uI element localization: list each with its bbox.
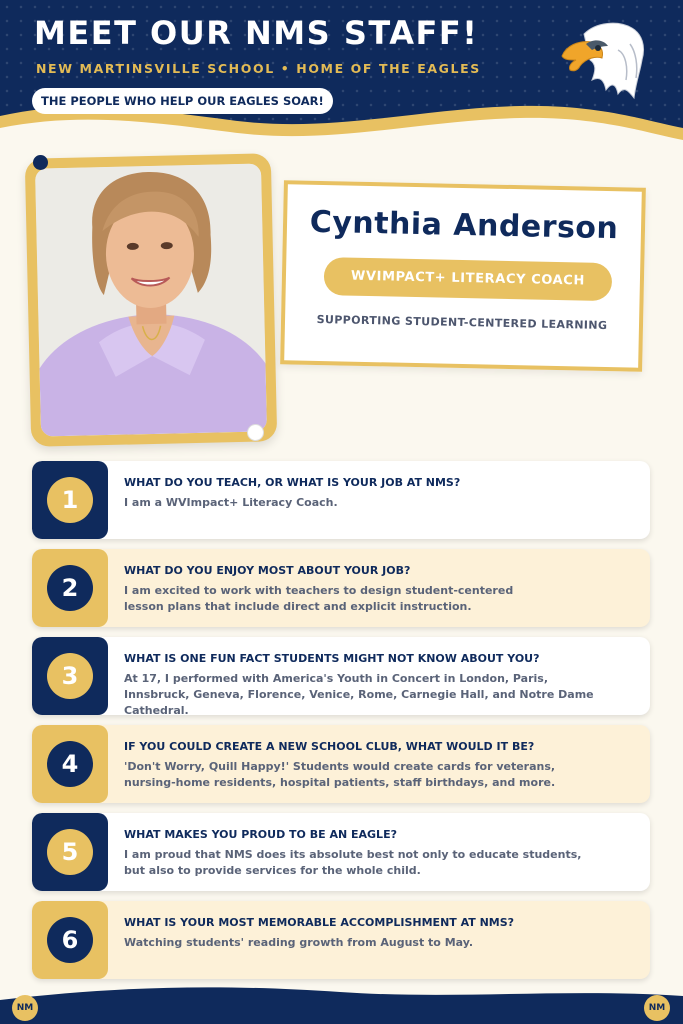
- page-title: MEET OUR NMS STAFF!: [34, 14, 479, 52]
- qa-number: 1: [47, 477, 93, 523]
- qa-answer: 'Don't Worry, Quill Happy!' Students would create cards for veterans, nursing-home residents, hospital patients, staff birthdays, and more.: [124, 760, 556, 789]
- staff-name: Cynthia Anderson: [309, 204, 619, 247]
- profile-photo: [35, 163, 267, 436]
- decorative-dot: [247, 424, 264, 441]
- qa-number: 3: [47, 653, 93, 699]
- qa-item: [32, 725, 650, 803]
- qa-answer: I am proud that NMS does its absolute best not only to educate students, but also to provide services for the whole child.: [124, 848, 582, 877]
- qa-question: WHAT MAKES YOU PROUD TO BE AN EAGLE?: [124, 828, 397, 841]
- qa-question: WHAT DO YOU ENJOY MOST ABOUT YOUR JOB?: [124, 564, 411, 577]
- footer-wave: [0, 982, 683, 1024]
- qa-number-block: [32, 637, 108, 715]
- nm-badge-left: NM: [12, 995, 38, 1021]
- role-badge: WVIMPACT+ LITERACY COACH: [324, 257, 613, 301]
- qa-item: [32, 461, 650, 539]
- qa-number-block: [32, 901, 108, 979]
- qa-question: WHAT IS ONE FUN FACT STUDENTS MIGHT NOT KNOW ABOUT YOU?: [124, 652, 540, 665]
- qa-number: 5: [47, 829, 93, 875]
- qa-number: 4: [47, 741, 93, 787]
- qa-item: [32, 813, 650, 891]
- qa-number-block: [32, 461, 108, 539]
- qa-item: [32, 901, 650, 979]
- decorative-dot: [33, 155, 48, 170]
- qa-question: WHAT IS YOUR MOST MEMORABLE ACCOMPLISHMENT AT NMS?: [124, 916, 515, 929]
- qa-number-block: [32, 725, 108, 803]
- tagline-pill: THE PEOPLE WHO HELP OUR EAGLES SOAR!: [32, 88, 333, 114]
- qa-question: WHAT DO YOU TEACH, OR WHAT IS YOUR JOB AT NMS?: [124, 476, 461, 489]
- eagle-head-icon: [556, 20, 646, 102]
- role-tagline: SUPPORTING STUDENT-CENTERED LEARNING: [316, 312, 608, 333]
- qa-question: IF YOU COULD CREATE A NEW SCHOOL CLUB, WHAT WOULD IT BE?: [124, 740, 535, 753]
- qa-item: [32, 549, 650, 627]
- qa-answer: Watching students' reading growth from August to May.: [124, 936, 474, 949]
- qa-number-block: [32, 813, 108, 891]
- qa-answer: At 17, I performed with America's Youth in Concert in London, Paris, Innsbruck, Geneva, Florence, Venice, Rome, Carnegie Hall, and Notre Dame Cathedral.: [124, 672, 594, 715]
- name-card: [280, 180, 646, 372]
- qa-number: 2: [47, 565, 93, 611]
- qa-number: 6: [47, 917, 93, 963]
- profile-photo-frame: [25, 153, 277, 447]
- nm-badge-right: NM: [644, 995, 670, 1021]
- qa-number-block: [32, 549, 108, 627]
- qa-answer: I am a WVImpact+ Literacy Coach.: [124, 496, 338, 509]
- qa-answer: I am excited to work with teachers to design student-centered lesson plans that include direct and explicit instruction.: [124, 584, 514, 613]
- qa-item: [32, 637, 650, 715]
- school-subtitle: NEW MARTINSVILLE SCHOOL • HOME OF THE EAGLES: [36, 61, 481, 76]
